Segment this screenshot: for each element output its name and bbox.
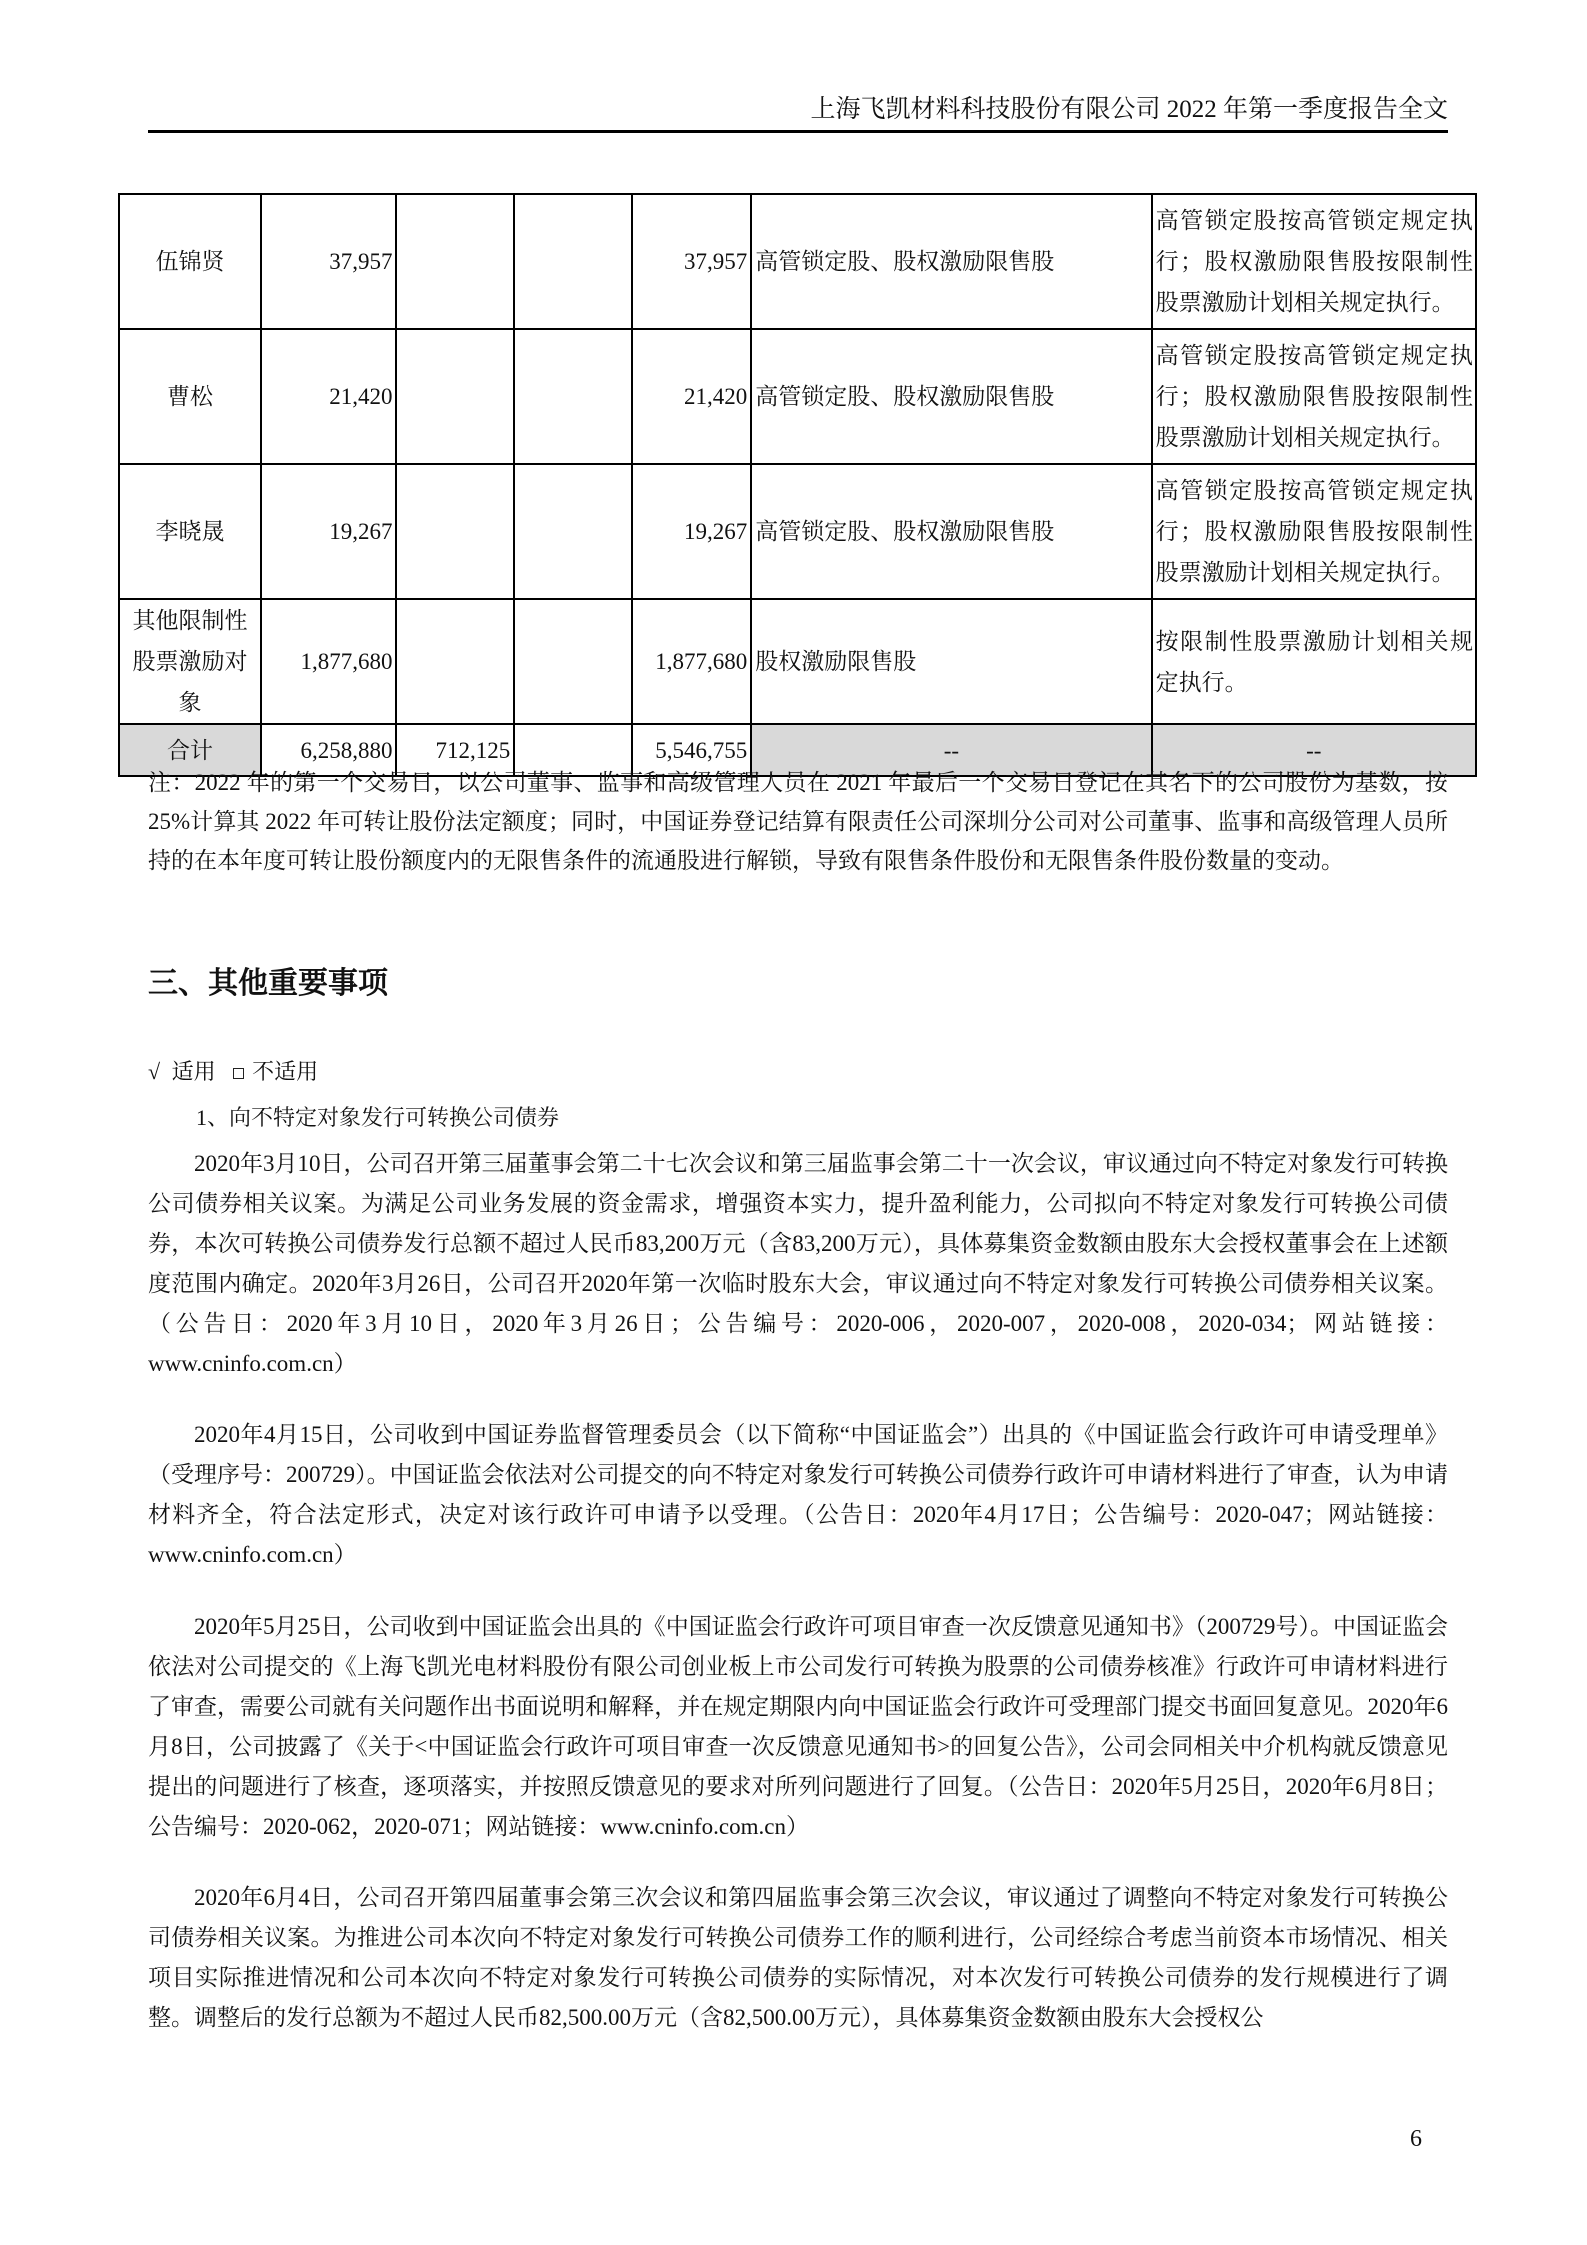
paragraph: 2020年3月10日，公司召开第三届董事会第二十七次会议和第三届监事会第二十一次会议，审议通过向不特定对象发行可转换公司债券相关议案。为满足公司业务发展的资金需求，增强资本实力，提升盈利能力，公司拟向不特定对象发行可转换公司债券，本次可转换公司债券发行总额不超过人民币83,200万元（含83,200万元），具体募集资金数额由股东大会授权董事会在上述额度范围内确定。2020年3月26日，公司召开2020年第一次临时股东大会，审议通过向不特定对象发行可转换公司债券相关议案。（公告日：2020年3月10日，2020年3月26日；公告编号：2020-006，2020-007，2020-008，2020-034；网站链接：www.cninfo.com.cn） (148, 1151, 1448, 1376)
release-rule: 按限制性股票激励计划相关规定执行。 (1152, 599, 1476, 724)
shareholder-name: 伍锦贤 (119, 194, 261, 329)
released-shares (396, 464, 514, 599)
opening-restricted-shares: 21,420 (261, 329, 397, 464)
opening-restricted-shares: 19,267 (261, 464, 397, 599)
shareholder-name: 其他限制性股票激励对象 (119, 599, 261, 724)
applicability-indicator (148, 1054, 318, 1090)
applicable-label: 适用 (171, 1059, 216, 1084)
total-opening: 6,258,880 (261, 724, 397, 776)
restriction-reason: 高管锁定股、股权激励限售股 (751, 464, 1151, 599)
release-rule: 高管锁定股按高管锁定规定执行；股权激励限售股按限制性股票激励计划相关规定执行。 (1152, 464, 1476, 599)
not-applicable-label: 不适用 (252, 1059, 319, 1084)
total-release-rule: -- (1152, 724, 1476, 776)
table-footnote: 注：2022 年的第一个交易日，以公司董事、监事和高级管理人员在 2021 年最后一个交易日登记在其名下的公司股份为基数，按 25%计算其 2022 年可转让股份法定额度；同时，中国证券登记结算有限责任公司深圳分公司对公司董事、监事和高级管理人员所持的在本年度可转让股份额度内的无限售条件的流通股进行解锁，导致有限售条件股份和无限售条件股份数量的变动。 (148, 770, 1448, 873)
closing-restricted-shares: 1,877,680 (632, 599, 751, 724)
subsection-heading: 1、向不特定对象发行可转换公司债券 (196, 1105, 560, 1130)
table-row (119, 464, 1476, 599)
total-label: 合计 (119, 724, 261, 776)
table-row (119, 599, 1476, 724)
opening-restricted-shares: 37,957 (261, 194, 397, 329)
restriction-reason: 股权激励限售股 (751, 599, 1151, 724)
released-shares (396, 194, 514, 329)
page-header-title: 上海飞凯材料科技股份有限公司 2022 年第一季度报告全文 (810, 96, 1448, 123)
total-released: 712,125 (396, 724, 514, 776)
restriction-reason: 高管锁定股、股权激励限售股 (751, 194, 1151, 329)
release-rule: 高管锁定股按高管锁定规定执行；股权激励限售股按限制性股票激励计划相关规定执行。 (1152, 329, 1476, 464)
restriction-reason: 高管锁定股、股权激励限售股 (751, 329, 1151, 464)
paragraph: 2020年5月25日，公司收到中国证监会出具的《中国证监会行政许可项目审查一次反馈意见通知书》（200729号）。中国证监会依法对公司提交的《上海飞凯光电材料股份有限公司创业板上市公司发行可转换为股票的公司债券核准》行政许可申请材料进行了审查，需要公司就有关问题作出书面说明和解释，并在规定期限内向中国证监会行政许可受理部门提交书面回复意见。2020年6月8日，公司披露了《关于<中国证监会行政许可项目审查一次反馈意见通知书>的回复公告》，公司会同相关中介机构就反馈意见提出的问题进行了核查，逐项落实，并按照反馈意见的要求对所列问题进行了回复。（公告日：2020年5月25日，2020年6月8日；公告编号：2020-062，2020-071；网站链接：www.cninfo.com.cn） (148, 1614, 1448, 1839)
released-shares (396, 329, 514, 464)
closing-restricted-shares: 21,420 (632, 329, 751, 464)
total-reason: -- (751, 724, 1151, 776)
total-closing: 5,546,755 (632, 724, 751, 776)
table-row (119, 329, 1476, 464)
closing-restricted-shares: 19,267 (632, 464, 751, 599)
added-shares (514, 599, 632, 724)
opening-restricted-shares: 1,877,680 (261, 599, 397, 724)
shareholder-name: 曹松 (119, 329, 261, 464)
paragraph: 2020年4月15日，公司收到中国证券监督管理委员会（以下简称“中国证监会”）出具的《中国证监会行政许可申请受理单》（受理序号：200729）。中国证监会依法对公司提交的向不特定对象发行可转换公司债券行政许可申请材料进行了审查，认为申请材料齐全，符合法定形式，决定对该行政许可申请予以受理。（公告日：2020年4月17日；公告编号：2020-047；网站链接：www.cninfo.com.cn） (148, 1422, 1448, 1567)
released-shares (396, 599, 514, 724)
added-shares (514, 464, 632, 599)
closing-restricted-shares: 37,957 (632, 194, 751, 329)
checkmark-icon: √ (148, 1059, 161, 1084)
page-number: 6 (1410, 2126, 1422, 2152)
added-shares (514, 329, 632, 464)
shareholder-name: 李晓晟 (119, 464, 261, 599)
added-shares (514, 194, 632, 329)
empty-checkbox-icon (233, 1068, 244, 1079)
release-rule: 高管锁定股按高管锁定规定执行；股权激励限售股按限制性股票激励计划相关规定执行。 (1152, 194, 1476, 329)
table-row (119, 194, 1476, 329)
paragraph: 2020年6月4日，公司召开第四届董事会第三次会议和第四届监事会第三次会议，审议通过了调整向不特定对象发行可转换公司债券相关议案。为推进公司本次向不特定对象发行可转换公司债券工作的顺利进行，公司经综合考虑当前资本市场情况、相关项目实际推进情况和公司本次向不特定对象发行可转换公司债券的实际情况，对本次发行可转换公司债券的发行规模进行了调整。调整后的发行总额为不超过人民币82,500.00万元（含82,500.00万元），具体募集资金数额由股东大会授权公 (148, 1885, 1448, 2030)
section-heading: 三、其他重要事项 (148, 966, 388, 1001)
restricted-shares-table (118, 193, 1477, 777)
header-divider (148, 130, 1448, 133)
